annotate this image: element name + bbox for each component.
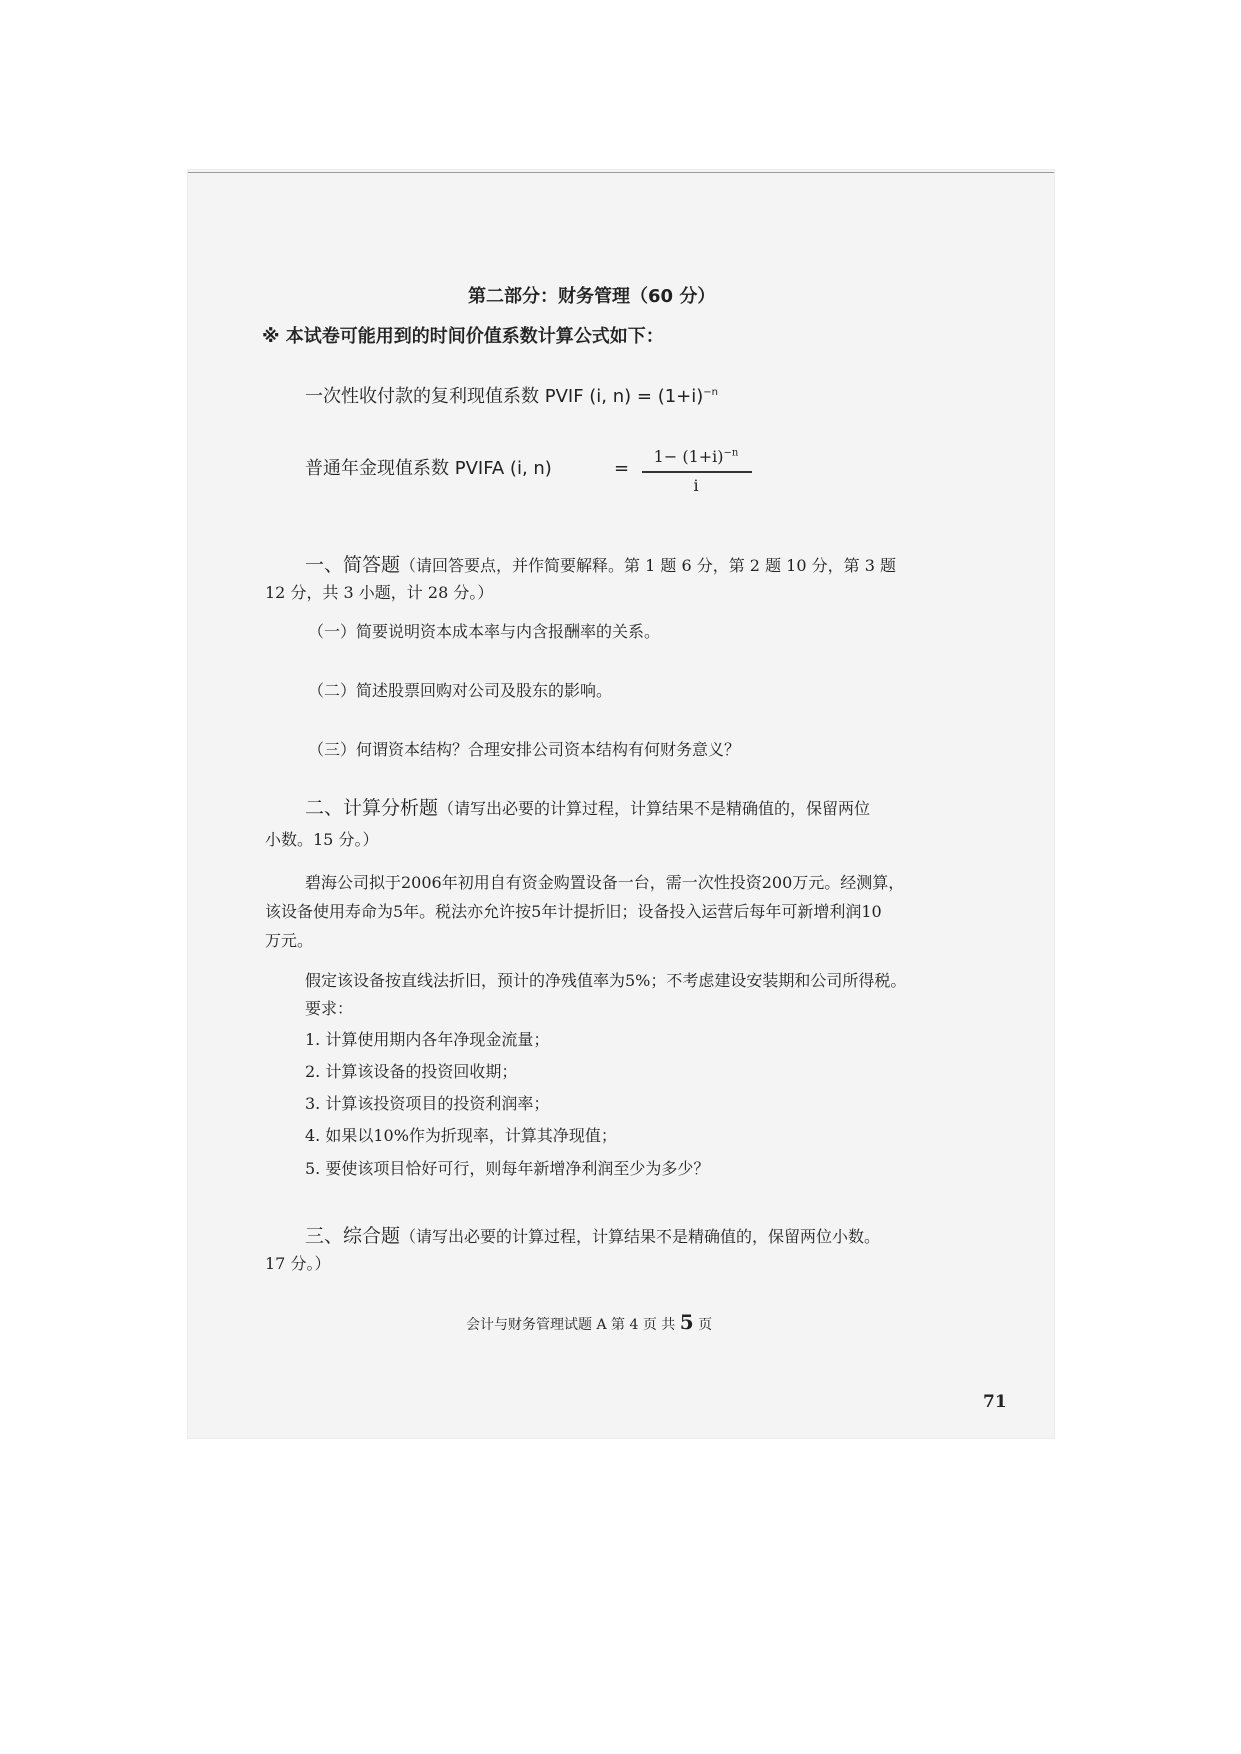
pvifa-numerator: $1- (1+i)^{-n}$	[653, 447, 739, 466]
section3-desc-cont: 17 分。）	[265, 1254, 331, 1273]
requirement-4: 4. 如果以10%作为折现率，计算其净现值；	[305, 1126, 617, 1145]
section1-line1	[305, 556, 896, 575]
pvifa-label: 普通年金现值系数 PVIFA (i, n)	[305, 458, 552, 479]
footer-suffix: 页	[693, 1317, 713, 1333]
requirement-3: 3. 计算该投资项目的投资利润率；	[305, 1094, 550, 1113]
problem-line-1: 碧海公司拟于2006年初用自有资金购置设备一台，需一次性投资200万元。经测算，	[305, 873, 905, 892]
section2-heading: 二、计算分析题	[305, 797, 439, 819]
page-top-edge	[188, 172, 1054, 173]
page-number: 71	[983, 1392, 1007, 1412]
formula-note: ※ 本试卷可能用到的时间价值系数计算公式如下：	[262, 326, 664, 347]
footer-text: 会计与财务管理试题 A 第 4 页 共	[466, 1317, 680, 1333]
footer-total-pages: 5	[679, 1310, 694, 1334]
requirement-1: 1. 计算使用期内各年净现金流量；	[305, 1030, 550, 1049]
section3-line1	[305, 1227, 880, 1246]
question-3: （三）何谓资本结构？合理安排公司资本结构有何财务意义？	[308, 740, 741, 759]
requirement-5: 5. 要使该项目恰好可行，则每年新增净利润至少为多少？	[305, 1159, 710, 1178]
requirement-2: 2. 计算该设备的投资回收期；	[305, 1062, 518, 1081]
section2-desc-cont: 小数。15 分。）	[265, 830, 379, 849]
pvifa-denominator: i	[693, 476, 699, 495]
part-title: 第二部分：财务管理（60 分）	[468, 286, 716, 307]
question-2: （二）简述股票回购对公司及股东的影响。	[308, 681, 613, 700]
pvif-formula	[305, 388, 718, 406]
section3-heading: 三、综合题	[305, 1225, 401, 1247]
fraction-bar	[642, 471, 752, 473]
section3-desc: （请写出必要的计算过程，计算结果不是精确值的，保留两位小数。	[400, 1227, 881, 1246]
assumption: 假定该设备按直线法折旧，预计的净残值率为5%；不考虑建设安装期和公司所得税。	[305, 971, 907, 990]
section2-line1	[305, 799, 870, 818]
question-1: （一）简要说明资本成本率与内含报酬率的关系。	[308, 622, 661, 641]
requirements-label: 要求：	[305, 999, 354, 1018]
section2-desc: （请写出必要的计算过程，计算结果不是精确值的，保留两位	[438, 799, 871, 818]
problem-line-2: 该设备使用寿命为5年。税法亦允许按5年计提折旧；设备投入运营后每年可新增利润10	[265, 902, 882, 921]
pvif-exponent: −n	[703, 387, 719, 398]
pvif-expression: = (1+i)	[636, 386, 704, 407]
pvifa-equals: =	[614, 458, 630, 479]
page-footer	[466, 1312, 712, 1332]
pvif-label: 一次性收付款的复利现值系数 PVIF (i, n)	[305, 386, 637, 407]
section1-desc: （请回答要点，并作简要解释。第 1 题 6 分，第 2 题 10 分，第 3 题	[400, 556, 896, 575]
problem-line-3: 万元。	[265, 931, 314, 950]
section1-desc-cont: 12 分，共 3 小题，计 28 分。）	[265, 583, 494, 602]
section1-heading: 一、简答题	[305, 554, 401, 576]
